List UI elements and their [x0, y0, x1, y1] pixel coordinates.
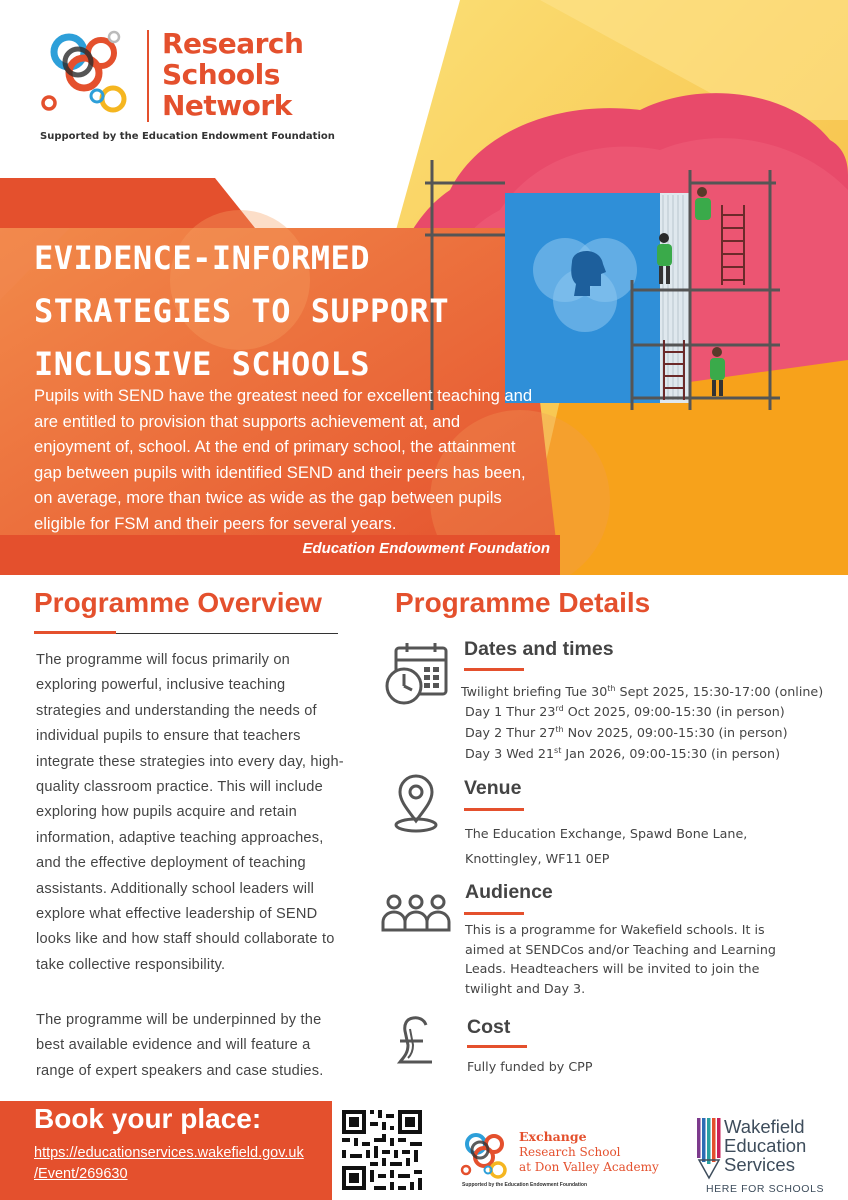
research-schools-network-logo	[162, 28, 303, 121]
exchange-research-school-logo-mark	[460, 1130, 516, 1182]
date-row: Day 2 Thur 27th Nov 2025, 09:00-15:30 (in person)	[465, 724, 788, 740]
title-line-2: STRATEGIES TO SUPPORT	[34, 292, 450, 330]
dates-rule	[464, 668, 524, 671]
calendar-clock-icon	[382, 640, 450, 708]
overview-paragraph-2: The programme will be underpinned by the best available evidence and will feature a range of expert speakers and case studies.	[36, 1012, 324, 1079]
programme-details-heading: Programme Details	[395, 587, 651, 618]
cost-rule	[467, 1045, 527, 1048]
quote-credit: Education Endowment Foundation	[302, 540, 550, 557]
wakefield-line-3: Services	[724, 1154, 795, 1175]
logo-line-2: Schools	[162, 58, 280, 91]
date-row: Day 3 Wed 21st Jan 2026, 09:00-15:30 (in person)	[465, 745, 781, 761]
dates-heading: Dates and times	[464, 638, 614, 660]
exchange-subtitle	[519, 1145, 659, 1175]
hero-quote: Pupils with SEND have the greatest need for excellent teaching and are entitled to provision that supports achievement at, and enjoyment of, school. At the end of primary school, the attainment gap between pupils with identified SEND and their peers has been, on average, more than twice as wide as the gap between pupils eligible for FSM and their peers for several years.	[34, 386, 533, 533]
audience-rule	[464, 912, 524, 915]
programme-overview-heading: Programme Overview	[34, 587, 322, 618]
exchange-subtitle-line-1: Research School	[519, 1145, 621, 1159]
venue-address: The Education Exchange, Spawd Bone Lane, Knottingley, WF11 0EP	[465, 826, 748, 866]
exchange-title: Exchange	[519, 1129, 587, 1144]
audience-heading: Audience	[465, 881, 553, 903]
logo-supported-by: Supported by the Education Endowment Foundation	[40, 131, 335, 142]
booking-link-line-2[interactable]: /Event/269630	[34, 1166, 128, 1182]
date-row: Twilight briefing Tue 30th Sept 2025, 15:30-17:00 (online)	[461, 683, 824, 699]
wakefield-tagline: HERE FOR SCHOOLS	[706, 1183, 825, 1195]
venue-heading: Venue	[464, 777, 522, 799]
research-schools-logo-mark	[43, 32, 124, 110]
venue-rule	[464, 808, 524, 811]
book-your-place-heading: Book your place:	[34, 1103, 262, 1134]
hero-banner	[0, 0, 848, 575]
pound-sign-icon	[396, 1015, 436, 1067]
page-title	[34, 232, 534, 391]
title-line-1: EVIDENCE-INFORMED	[34, 239, 371, 277]
location-pin-icon	[393, 773, 439, 835]
booking-link-line-1[interactable]: https://educationservices.wakefield.gov.uk	[34, 1145, 304, 1161]
qr-code[interactable]	[338, 1106, 426, 1194]
logo-line-3: Network	[162, 89, 292, 122]
date-row: Day 1 Thur 23rd Oct 2025, 09:00-15:30 (in person)	[465, 703, 785, 719]
overview-accent-rule	[34, 631, 116, 634]
exchange-supported-by: Supported by the Education Endowment Foundation	[462, 1182, 587, 1188]
wakefield-logo-mark	[697, 1118, 721, 1180]
people-group-icon	[380, 893, 452, 933]
cost-text: Fully funded by CPP	[467, 1059, 593, 1074]
wakefield-line-1: Wakefield	[724, 1116, 805, 1137]
audience-text: This is a programme for Wakefield schools. It is aimed at SENDCos and/or Teaching and Learning Leads. Headteachers will be invited to join the twilight and Day 3.	[465, 922, 776, 996]
logo-line-1: Research	[162, 27, 304, 60]
title-line-3: INCLUSIVE SCHOOLS	[34, 345, 371, 383]
exchange-subtitle-line-2: at Don Valley Academy	[519, 1160, 659, 1174]
booking-link[interactable]	[34, 1143, 334, 1185]
cost-heading: Cost	[467, 1016, 511, 1038]
wakefield-line-2: Education	[724, 1135, 807, 1156]
logo-divider	[147, 30, 149, 122]
overview-paragraph-1: The programme will focus primarily on exploring powerful, inclusive teaching strategies and understanding the needs of individual pupils to ensure that teachers integrate these strategies into every day, high-quality classroom practice. This will include exploring how pupils acquire and retain information, adaptive teaching approaches, and the effective deployment of teaching assistants. Additionally school leaders will explore what effective leadership of SEND looks like and how staff should collaborate to take collective responsibility.	[36, 652, 344, 973]
wakefield-education-services-logo	[724, 1117, 806, 1174]
